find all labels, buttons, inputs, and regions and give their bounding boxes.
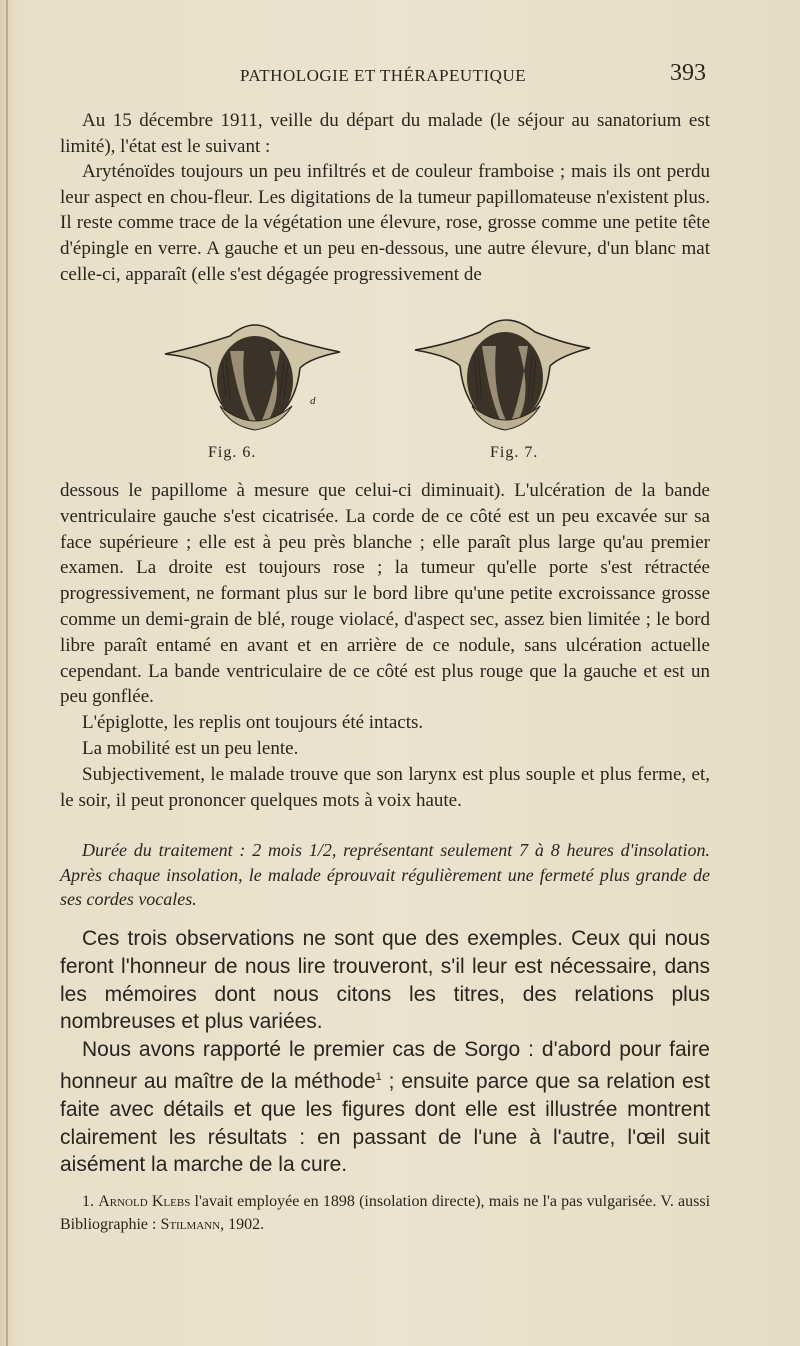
italic-summary-block [60, 838, 710, 912]
page-header [60, 62, 710, 92]
figure-6 [160, 306, 350, 461]
running-head: PATHOLOGIE ET THÉRAPEUTIQUE [240, 66, 527, 85]
sorgo-text-a: Nous avons rapporté le premier cas de Sorgo : d'abord pour faire honneur au maître de la méthode [60, 1038, 710, 1093]
paragraph-subjective: Subjectivement, le malade trouve que son larynx est plus souple et plus ferme, et, le soir, il peut prononcer quelques mots à voix haute. [60, 763, 710, 811]
paragraph-sorgo [60, 1036, 710, 1179]
paragraph-block-2 [60, 478, 710, 813]
larynx-illustration-fig6 [160, 306, 350, 436]
paragraph-ulceration: dessous le papillome à mesure que celui-ci diminuait). L'ulcération de la bande ventriculaire gauche s'est cicatrisée. La corde de ce côté est un peu excavée sur sa face supérieure ; elle est à peu près blanche ; elle paraît plus large qu'au premier examen. La droite est toujours rose ; la tumeur qu'elle porte s'est rétractée progressivement, ne formant plus sur le bord libre qu'une petite excroissance grosse comme un demi-grain de blé, rouge violacé, d'aspect sec, assez bien limitée ; le bord libre paraît entamé en avant et en arrière de ce nodule, sans ulcération actuelle cependant. La bande ventriculaire de ce côté est plus rouge que la gauche et est un peu gonflée. [60, 480, 710, 708]
paragraph-observations: Ces trois observations ne sont que des exemples. Ceux qui nous feront l'honneur de nous lire trouveront, s'il leur est nécessaire, dans les mémoires dont nous citons les titres, des relations plus nombreuses et plus variées. [60, 927, 710, 1034]
fig6-caption: Fig. 6. [208, 444, 257, 461]
footnote-reference: 1 [375, 1070, 382, 1083]
fig6-annotation: d [310, 395, 316, 407]
paragraph-duration: Durée du traitement : 2 mois 1/2, représentant seulement 7 à 8 heures d'insolation. Après chaque insolation, le malade éprouvait régulièrement une fermeté plus grande de ses cordes vocales. [60, 840, 710, 909]
figure-7 [410, 306, 600, 461]
footnote-1 [60, 1190, 710, 1236]
larynx-illustration-fig7 [410, 306, 600, 436]
figures-row [60, 306, 710, 466]
sorgo-text-b: ; ensuite parce que sa relation est faite avec détails et que les figures dont elle est illustrée montrent clairement les résultats : en passant de l'une à l'autre, l'œil suit aisément la marche de la cure. [60, 1069, 710, 1177]
footnote-text-b: l'avait employée en 1898 (insolation directe), mais ne l'a pas vulgarisée. V. aussi Bibliographie : [60, 1193, 711, 1233]
page-edge-shadow [6, 0, 8, 1346]
footnote-number: 1. [82, 1193, 94, 1210]
footnote-text-c: , 1902. [220, 1216, 265, 1233]
large-text-block [60, 925, 710, 1179]
page-number: 393 [670, 60, 706, 86]
paragraph-epiglottis: L'épiglotte, les replis ont toujours été intacts. [82, 712, 424, 734]
footnote-block [60, 1190, 710, 1236]
paragraph-mobility: La mobilité est un peu lente. [82, 737, 299, 759]
paragraph-arytenoids: Aryténoïdes toujours un peu infiltrés et de couleur framboise ; mais ils ont perdu leur aspect en chou-fleur. Les digitations de la tumeur papillomateuse n'existent plus. Il reste comme trace de la végétation une élevure, rose, grosse comme une petite tête d'épingle en verre. A gauche et un peu en-dessous, une autre élevure, d'un blanc mat celle-ci, apparaît (elle s'est dégagée progressivement de [60, 161, 710, 285]
footnote-author-klebs: Arnold Klebs [98, 1193, 191, 1210]
footnote-author-stilmann: Stilmann [160, 1216, 221, 1233]
fig7-caption: Fig. 7. [490, 444, 539, 461]
paragraph-intro: Au 15 décembre 1911, veille du départ du malade (le séjour au sanatorium est limité), l'état est le suivant : [60, 110, 710, 157]
paragraph-block-1 [60, 108, 710, 287]
